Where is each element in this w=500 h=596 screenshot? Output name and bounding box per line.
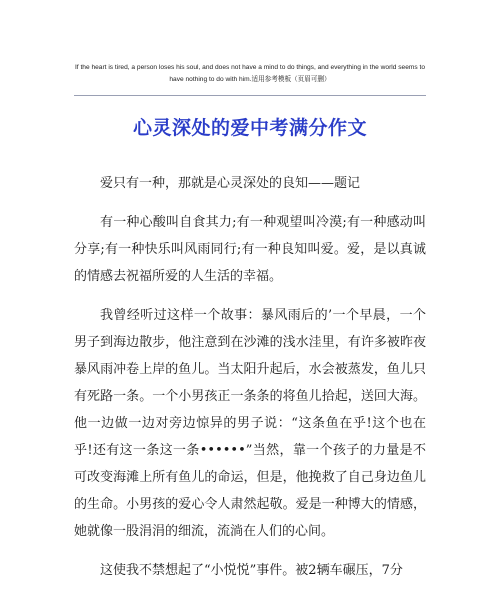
- document-body: [74, 170, 426, 596]
- page-header-note: If the heart is tired, a person loses his soul, and does not have a mind to do things, and everything in the world seems to have nothing to do with him.适用参考模板（页眉可删）: [74, 64, 426, 83]
- document-title: 心灵深处的爱中考满分作文: [132, 117, 367, 139]
- body-paragraph: 有一种心酸叫自食其力;有一种观望叫冷漠;有一种感动叫分享;有一种快乐叫风雨同行;有一种良知叫爱。爱，是以真诚的情感去祝福所爱的人生活的幸福。: [74, 215, 426, 284]
- body-paragraph: 我曾经听过这样一个故事：暴风雨后的’一个早晨，一个男子到海边散步，他注意到在沙滩的浅水洼里，有许多被昨夜暴风雨冲卷上岸的鱼儿。当太阳升起后，水会被蒸发，鱼儿只有死路一条。一个小男孩正一条条的将鱼儿拾起，送回大海。他一边做一边对旁边惊异的男子说：“这条鱼在乎!这个也在乎!还有这一条这一条••••••”当然，靠一个孩子的力量是不可改变海滩上所有鱼儿的命运，但是，他挽救了自己身边鱼儿的生命。小男孩的爱心令人肃然起敬。爱是一种博大的情感，她就像一股涓涓的细流，流淌在人们的心间。: [74, 308, 426, 539]
- body-paragraph: 这使我不禁想起了“小悦悦”事件。被2辆车碾压，7分: [100, 563, 403, 578]
- header-divider: [74, 95, 426, 96]
- epigraph-paragraph: 爱只有一种，那就是心灵深处的良知——题记: [100, 176, 361, 191]
